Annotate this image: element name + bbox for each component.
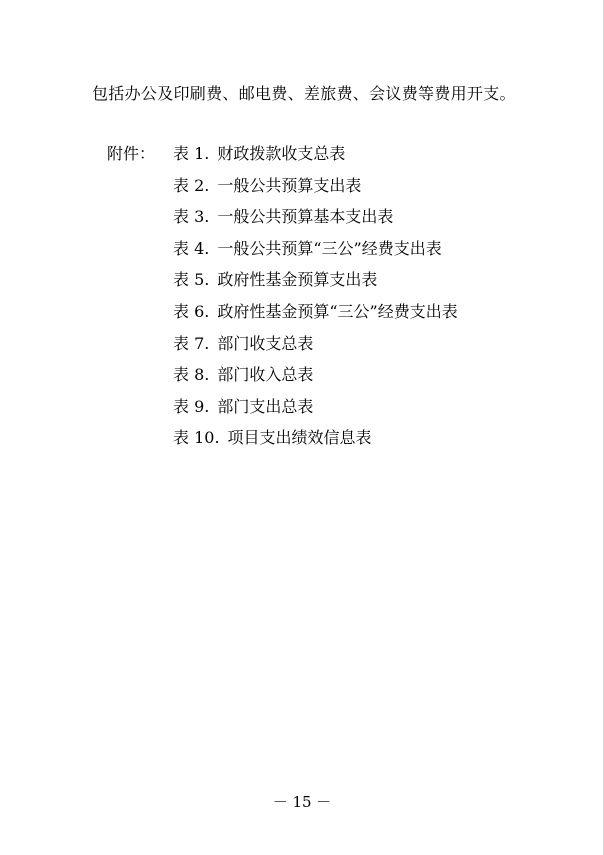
attachment-number: 表 9. — [173, 396, 210, 416]
attachment-number: 表 5. — [173, 270, 210, 290]
attachment-item — [173, 143, 458, 175]
attachment-title: 部门支出总表 — [217, 396, 314, 416]
attachment-item — [173, 269, 458, 301]
attachment-title: 一般公共预算“三公”经费支出表 — [217, 238, 442, 258]
attachment-number: 表 2. — [173, 175, 210, 195]
attachment-title: 项目支出绩效信息表 — [227, 428, 372, 448]
attachments-list — [173, 143, 458, 459]
attachment-title: 政府性基金预算支出表 — [217, 270, 378, 290]
attachment-title: 财政拨款收支总表 — [217, 144, 346, 163]
attachment-number: 表 7. — [173, 333, 210, 353]
attachment-title: 一般公共预算基本支出表 — [217, 207, 394, 227]
attachments-label: 附件： — [107, 144, 156, 163]
attachment-item — [173, 301, 458, 333]
attachment-title: 一般公共预算支出表 — [217, 175, 362, 195]
attachment-item — [173, 427, 458, 459]
attachment-title: 部门收入总表 — [217, 365, 314, 385]
attachment-item — [173, 175, 458, 207]
attachment-item — [173, 396, 458, 428]
attachment-item — [173, 364, 458, 396]
attachment-number: 表 3. — [173, 207, 210, 227]
attachment-item — [173, 333, 458, 365]
attachment-number: 表 8. — [173, 365, 210, 385]
intro-paragraph: 包括办公及印刷费、邮电费、差旅费、会议费等费用开支。 — [92, 84, 516, 103]
attachment-title: 政府性基金预算“三公”经费支出表 — [217, 301, 458, 321]
attachment-item — [173, 206, 458, 238]
attachment-number: 表 4. — [173, 238, 210, 258]
page-number: － 15 － — [272, 793, 332, 811]
attachment-number: 表 6. — [173, 301, 210, 321]
attachment-number: 表 10. — [173, 428, 220, 448]
attachment-item — [173, 238, 458, 270]
attachment-number: 表 1. — [173, 144, 210, 163]
attachment-title: 部门收支总表 — [217, 333, 314, 353]
